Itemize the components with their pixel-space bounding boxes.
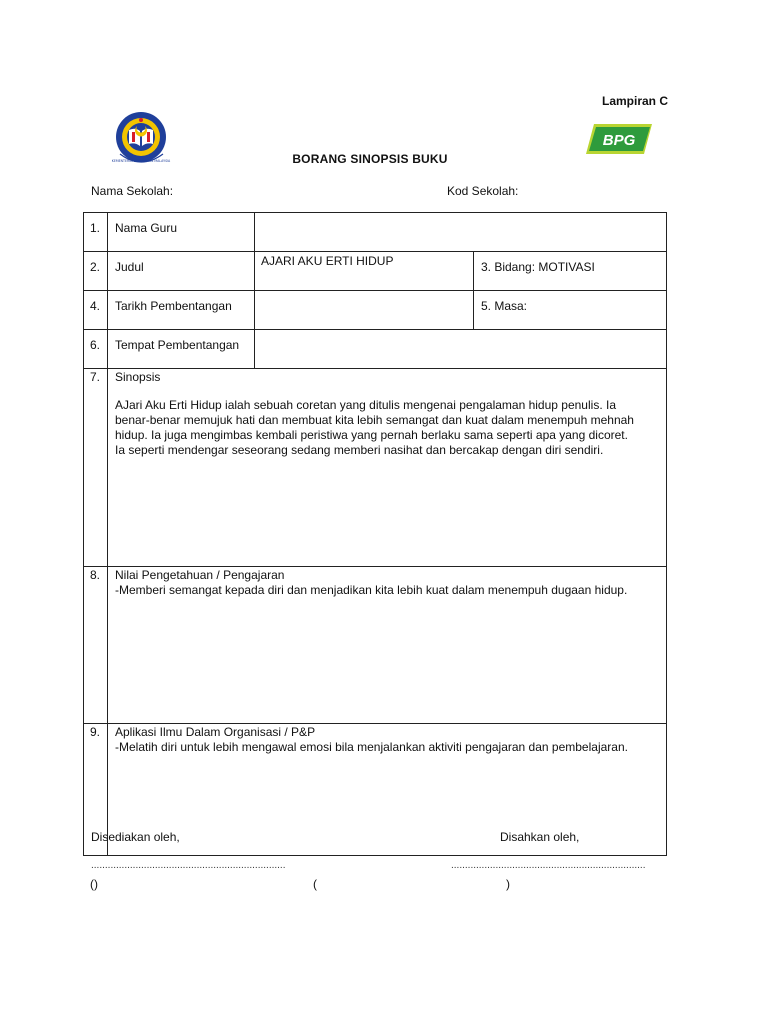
- row-nilai: [84, 567, 667, 724]
- sinopsis-line: hidup. Ia juga mengimbas kembali peristiwa yang pernah berlaku sama seperti apa yang dicoret.: [115, 428, 628, 442]
- row-judul: [84, 252, 667, 291]
- row-number: 2.: [84, 252, 108, 291]
- nilai-label: Nilai Pengetahuan / Pengajaran: [115, 568, 285, 582]
- tempat-label: Tempat Pembentangan: [108, 330, 255, 369]
- nama-guru-field[interactable]: [255, 213, 667, 252]
- sinopsis-text: [115, 398, 660, 458]
- nilai-field[interactable]: [108, 567, 667, 724]
- tarikh-label: Tarikh Pembentangan: [108, 291, 255, 330]
- row-tempat: [84, 330, 667, 369]
- row-number: 9.: [84, 724, 108, 856]
- nama-guru-label: Nama Guru: [108, 213, 255, 252]
- row-number: 8.: [84, 567, 108, 724]
- tempat-field[interactable]: [255, 330, 667, 369]
- name-parenthesis-left: (): [90, 877, 98, 891]
- bpg-logo-text: BPG: [602, 132, 636, 149]
- row-number: 1.: [84, 213, 108, 252]
- form-title: BORANG SINOPSIS BUKU: [292, 152, 448, 166]
- kpm-logo-caption: KEMENTERIAN PELAJARAN MALAYSIA: [111, 159, 171, 163]
- row-number: 4.: [84, 291, 108, 330]
- kod-sekolah-label: Kod Sekolah:: [447, 184, 519, 198]
- sinopsis-line: benar-benar memujuk hati dan membuat kita lebih semangat dan kuat dalam menempuh mehnah: [115, 413, 634, 427]
- aplikasi-text: -Melatih diri untuk lebih mengawal emosi bila menjalankan aktiviti pengajaran dan pembelajaran.: [115, 740, 628, 754]
- sinopsis-label: Sinopsis: [115, 370, 161, 384]
- judul-field[interactable]: AJARI AKU ERTI HIDUP: [255, 252, 474, 291]
- nilai-text: -Memberi semangat kepada diri dan menjadikan kita lebih kuat dalam menempuh dugaan hidup.: [115, 583, 628, 597]
- aplikasi-label: Aplikasi Ilmu Dalam Organisasi / P&P: [115, 725, 316, 739]
- synopsis-form-table: [83, 212, 667, 856]
- judul-label: Judul: [108, 252, 255, 291]
- row-sinopsis: [84, 369, 667, 567]
- row-tarikh: [84, 291, 667, 330]
- signature-line-left[interactable]: ......................................................................: [91, 860, 286, 871]
- disediakan-label: Disediakan oleh,: [91, 830, 180, 844]
- disahkan-label: Disahkan oleh,: [500, 830, 580, 844]
- sinopsis-line: Ia seperti mendengar seseorang sedang memberi nasihat dan bercakap dengan diri sendiri.: [115, 443, 604, 457]
- signature-line-right[interactable]: ......................................................................: [451, 860, 646, 871]
- name-parenthesis-open: (: [313, 877, 317, 891]
- aplikasi-field[interactable]: [108, 724, 667, 856]
- row-nama-guru: [84, 213, 667, 252]
- row-number: 6.: [84, 330, 108, 369]
- lampiran-label: Lampiran C: [602, 94, 669, 108]
- bidang-field[interactable]: 3. Bidang: MOTIVASI: [474, 252, 667, 291]
- masa-field[interactable]: 5. Masa:: [474, 291, 667, 330]
- row-number: 7.: [84, 369, 108, 567]
- tarikh-field[interactable]: [255, 291, 474, 330]
- sinopsis-field[interactable]: [108, 369, 667, 567]
- nama-sekolah-label: Nama Sekolah:: [91, 184, 174, 198]
- name-parenthesis-close: ): [506, 877, 510, 891]
- sinopsis-line: AJari Aku Erti Hidup ialah sebuah coretan yang ditulis mengenai pengalaman hidup penulis. Ia: [115, 398, 616, 412]
